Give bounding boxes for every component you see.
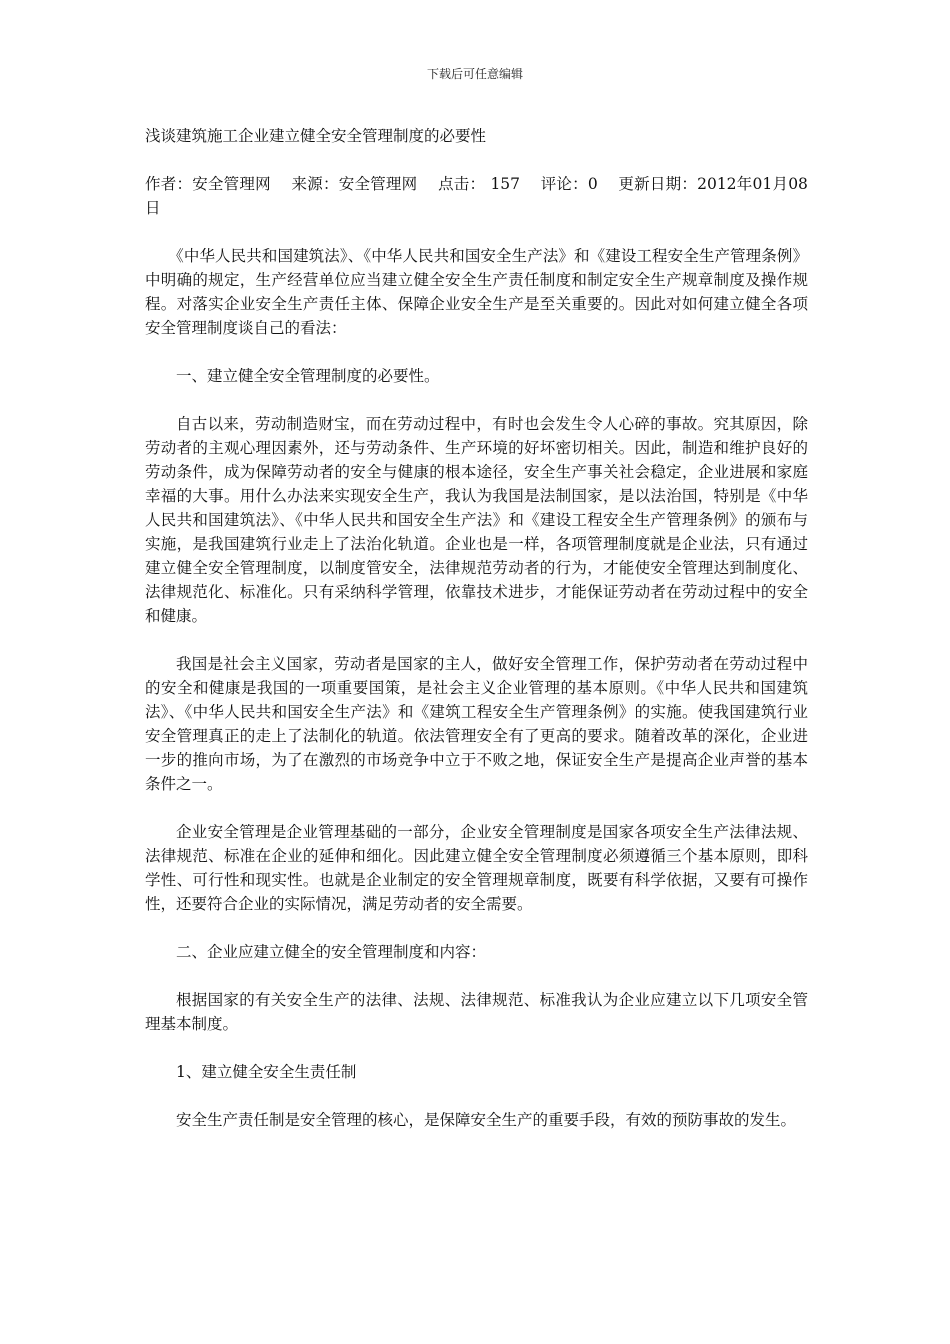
paragraph: 我国是社会主义国家，劳动者是国家的主人，做好安全管理工作，保护劳动者在劳动过程中的安全和健康是我国的一项重要国策，是社会主义企业管理的基本原则。《中华人民共和国建筑法》、《中华人民共和国安全生产法》和《建筑工程安全生产管理条例》的实施。使我国建筑行业安全管理真正的走上了法制化的轨道。依法管理安全有了更高的要求。随着改革的深化，企业进一步的推向市场，为了在激烈的市场竞争中立于不败之地，保证安全生产是提高企业声誉的基本条件之一。 [145,655,808,793]
header-note: 下载后可任意编辑 [426,67,523,81]
section-heading-2: 二、企业应建立健全的安全管理制度和内容： [176,943,487,961]
clicks-value: 157 [490,175,521,193]
article-body [145,124,808,1156]
author-label: 作者： [145,175,193,193]
author-value: 安全管理网 [192,175,271,193]
paragraph: 安全生产责任制是安全管理的核心，是保障安全生产的重要手段，有效的预防事故的发生。 [176,1111,797,1129]
paragraph: 企业安全管理是企业管理基础的一部分，企业安全管理制度是国家各项安全生产法律法规、法律规范、标准在企业的延伸和细化。因此建立健全安全管理制度必须遵循三个基本原则，即科学性、可行性和现实性。也就是企业制定的安全管理规章制度，既要有科学依据，又要有可操作性，还要符合企业的实际情况，满足劳动者的安全需要。 [145,823,808,913]
clicks-label: 点击： [438,175,486,193]
article-title: 浅谈建筑施工企业建立健全安全管理制度的必要性 [145,127,487,145]
paragraph-intro: 《中华人民共和国建筑法》、《中华人民共和国安全生产法》和《建设工程安全生产管理条例》中明确的规定，生产经营单位应当建立健全安全生产责任制度和制定安全生产规章制度及操作规程。对落实企业安全生产责任主体、保障企业安全生产是至关重要的。因此对如何建立健全各项安全管理制度谈自己的看法： [145,247,808,337]
paragraph: 根据国家的有关安全生产的法律、法规、法律规范、标准我认为企业应建立以下几项安全管理基本制度。 [145,991,808,1033]
paragraph: 自古以来，劳动制造财宝，而在劳动过程中，有时也会发生令人心碎的事故。究其原因，除劳动者的主观心理因素外，还与劳动条件、生产环境的好坏密切相关。因此，制造和维护良好的劳动条件，成为保障劳动者的安全与健康的根本途径，安全生产事关社会稳定，企业进展和家庭幸福的大事。用什么办法来实现安全生产，我认为我国是法制国家，是以法治国，特别是《中华人民共和国建筑法》、《中华人民共和国安全生产法》和《建设工程安全生产管理条例》的颁布与实施，是我国建筑行业走上了法治化轨道。企业也是一样，各项管理制度就是企业法，只有通过建立健全安全管理制度，以制度管安全，法律规范劳动者的行为，才能使安全管理达到制度化、法律规范化、标准化。只有采纳科学管理，依靠技术进步，才能保证劳动者在劳动过程中的安全和健康。 [145,415,808,625]
subsection-heading-1: 1、建立健全安全生责任制 [176,1063,357,1081]
updated-value: 2012年01月08日 [145,175,808,217]
updated-label: 更新日期： [618,175,698,193]
article-meta [145,172,808,220]
source-value: 安全管理网 [338,175,418,193]
comments-label: 评论： [540,175,588,193]
section-heading-1: 一、建立健全安全管理制度的必要性。 [176,367,440,385]
source-label: 来源： [291,175,339,193]
comments-value: 0 [587,175,598,193]
